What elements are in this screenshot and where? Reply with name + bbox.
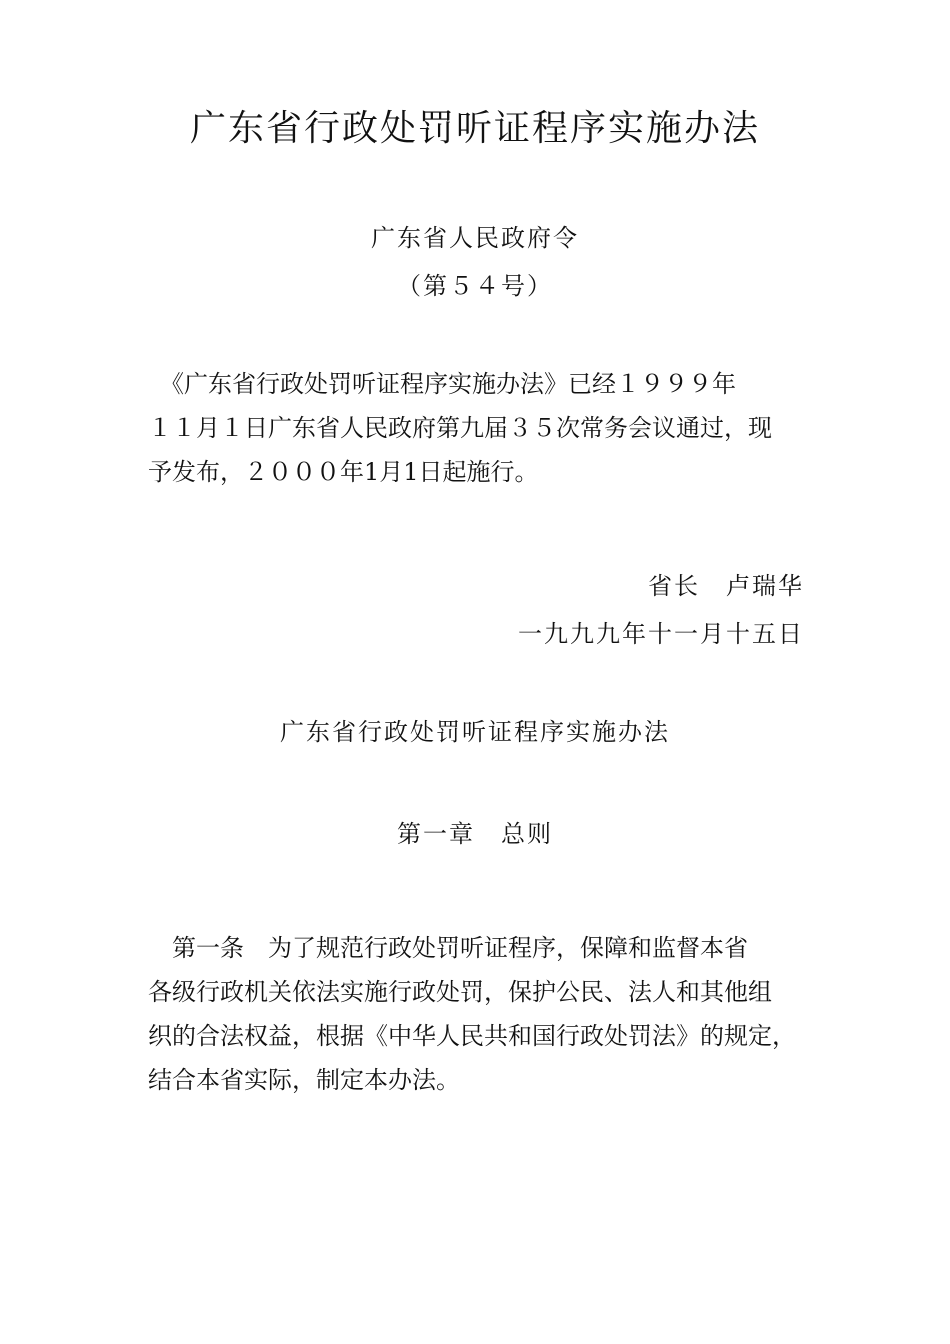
sign-date: 一九九九年十一月十五日 xyxy=(518,620,804,648)
order-number: （第５４号） xyxy=(397,272,553,300)
article-line: 结合本省实际，制定本办法。 xyxy=(148,1066,460,1094)
decree-paragraph xyxy=(148,362,808,494)
regulation-subtitle: 广东省行政处罚听证程序实施办法 xyxy=(280,718,670,746)
document-title: 广东省行政处罚听证程序实施办法 xyxy=(189,108,760,149)
decree-line: 《广东省行政处罚听证程序实施办法》已经１９９９年 xyxy=(148,370,736,398)
decree-line: 予发布，２０００年1月1日起施行。 xyxy=(148,458,539,486)
decree-line: １１月１日广东省人民政府第九届３５次常务会议通过，现 xyxy=(148,414,772,442)
chapter-heading: 第一章 总则 xyxy=(397,820,553,848)
signer: 省长 卢瑞华 xyxy=(648,572,804,600)
article-line: 织的合法权益，根据《中华人民共和国行政处罚法》的规定， xyxy=(148,1022,796,1050)
order-issuer: 广东省人民政府令 xyxy=(371,224,579,252)
article-line: 第一条 为了规范行政处罚听证程序，保障和监督本省 xyxy=(148,934,748,962)
article-line: 各级行政机关依法实施行政处罚，保护公民、法人和其他组 xyxy=(148,978,772,1006)
article-1-paragraph xyxy=(148,926,808,1102)
